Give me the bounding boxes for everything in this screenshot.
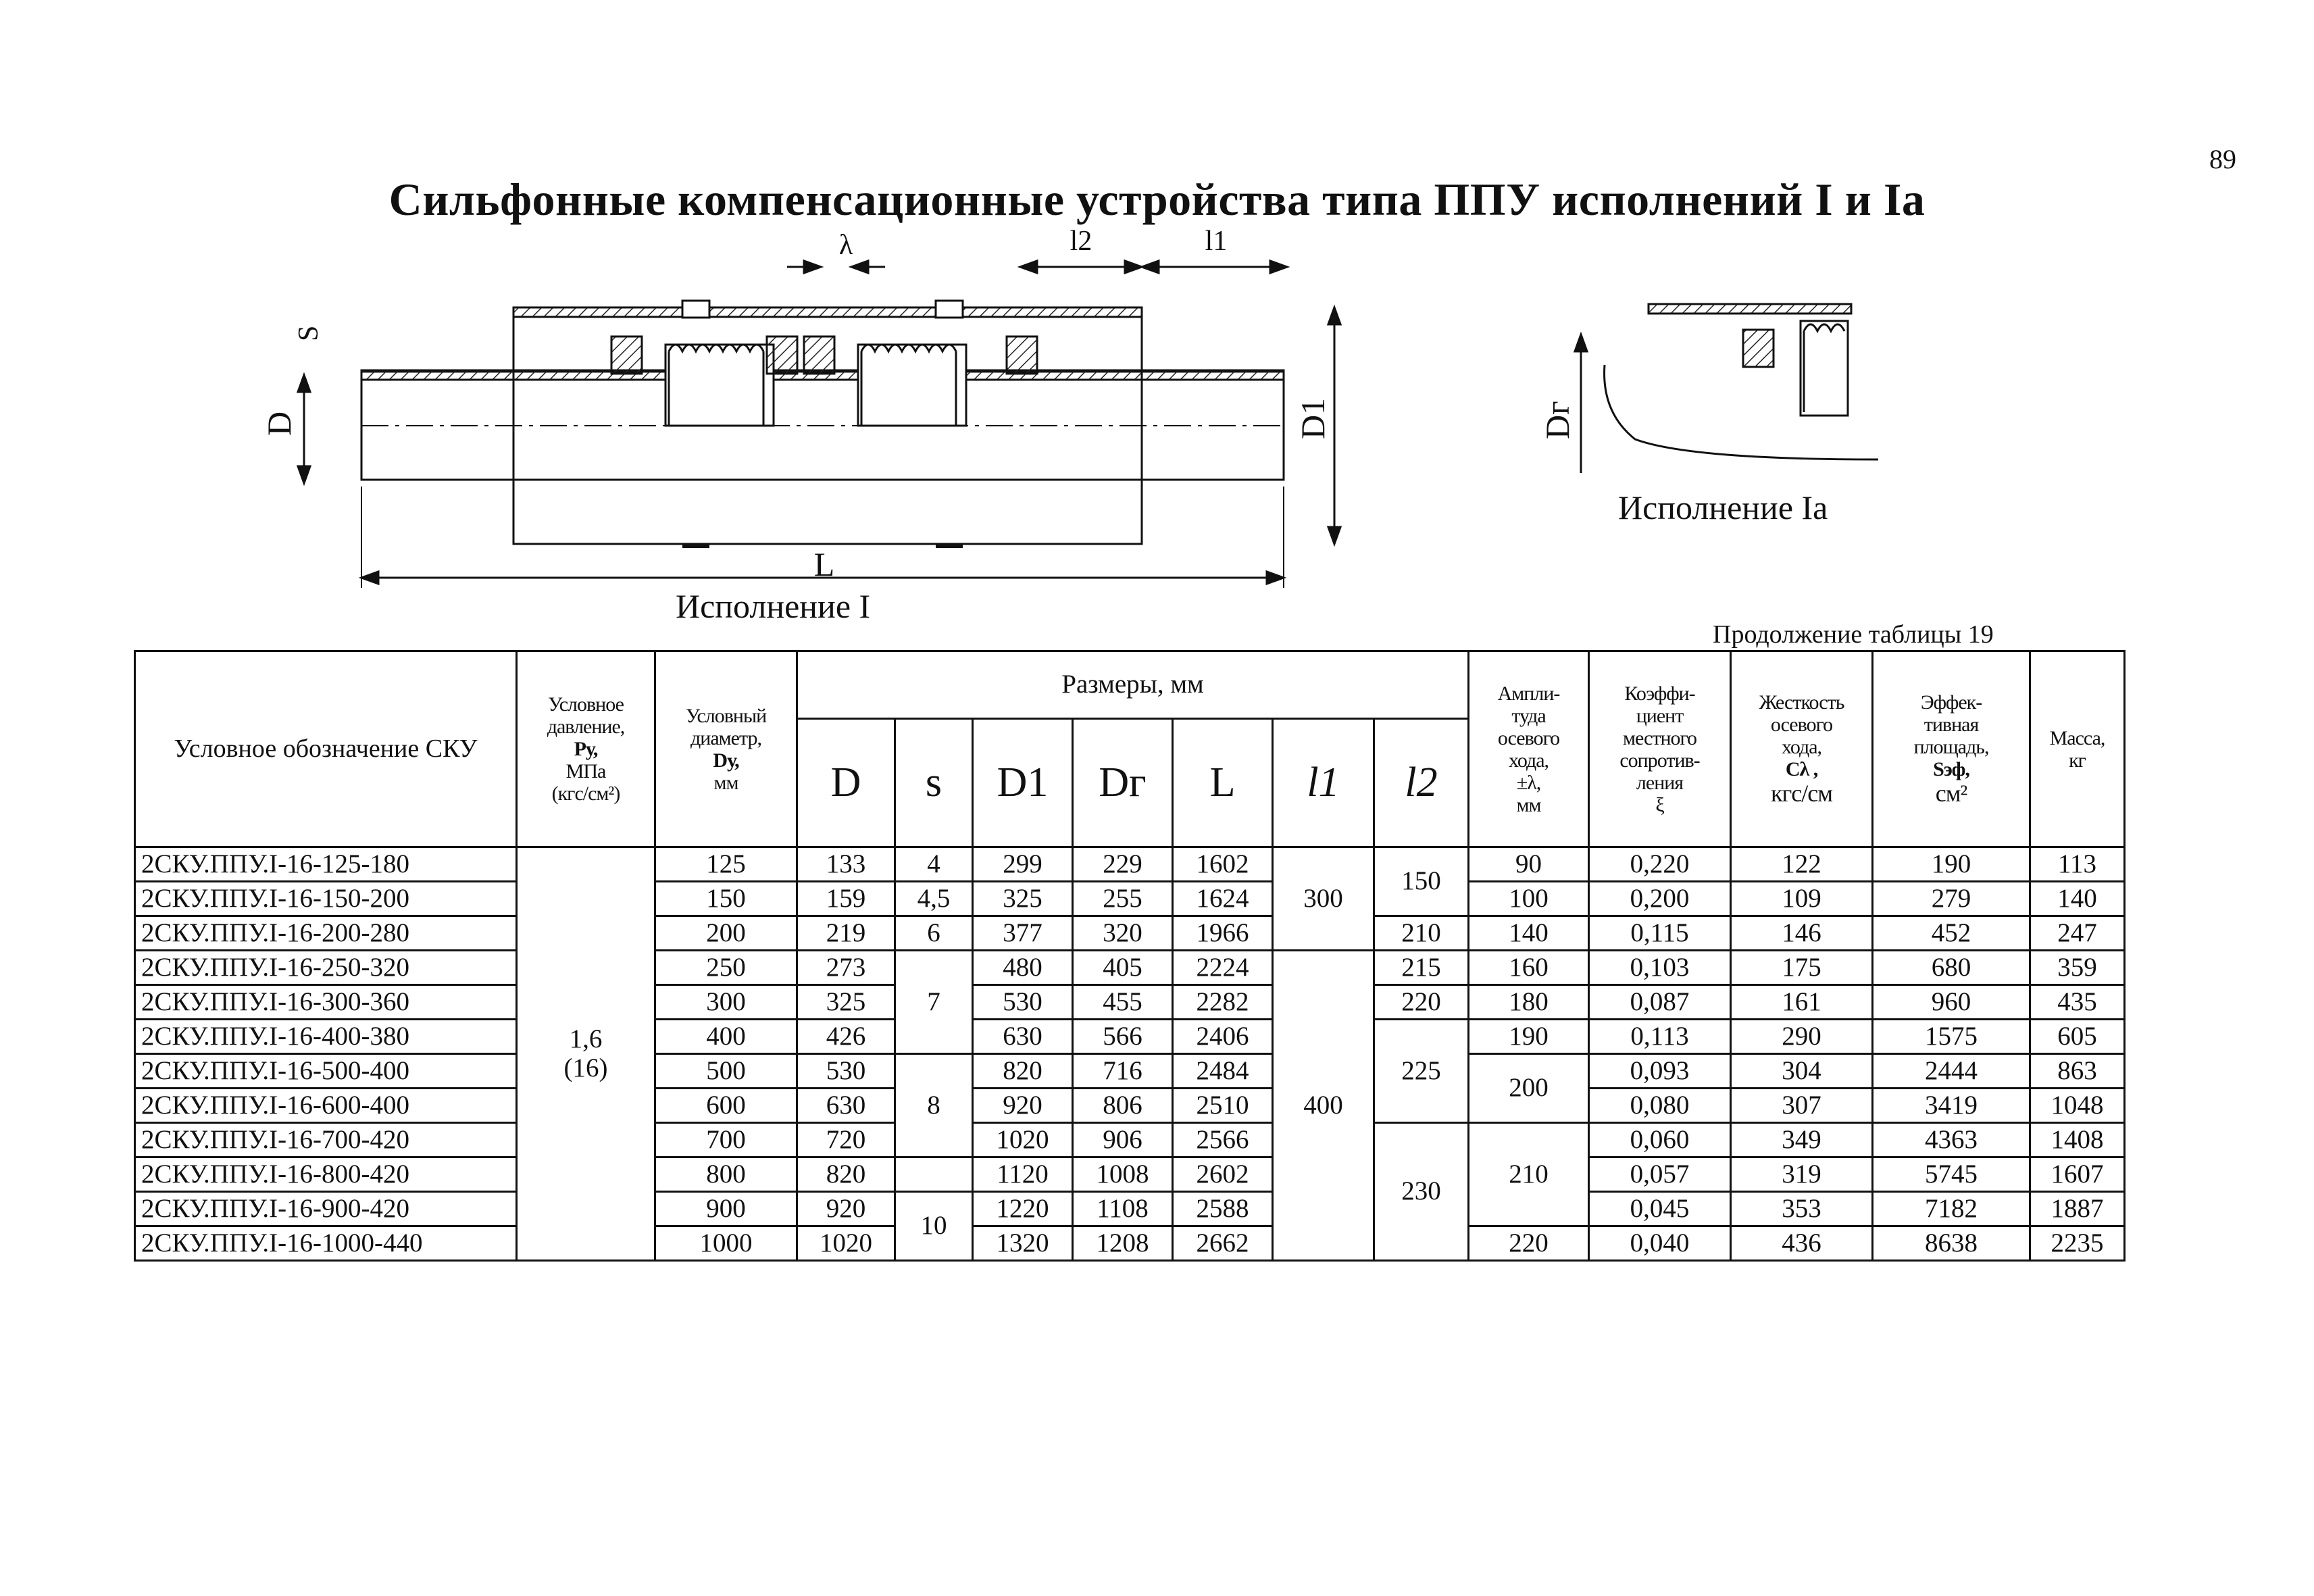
- cell-area: 680: [1873, 951, 2030, 985]
- cell-L: 1624: [1173, 882, 1273, 916]
- cell-area: 3419: [1873, 1089, 2030, 1123]
- cell-designation: 2СКУ.ППУ.I-16-500-400: [135, 1054, 517, 1089]
- cell-l1: 300: [1273, 847, 1374, 951]
- page-number: 89: [2209, 144, 2236, 174]
- cell-stiffness: 319: [1731, 1157, 1873, 1192]
- cell-D: 426: [797, 1020, 895, 1054]
- cell-amplitude: 210: [1469, 1123, 1589, 1226]
- label-lambda: λ: [838, 230, 853, 261]
- cell-D: 219: [797, 916, 895, 951]
- bellows-left: [611, 301, 797, 426]
- header-dim-l2: l2: [1374, 719, 1469, 847]
- cell-Dg: 1108: [1073, 1192, 1173, 1226]
- cell-amplitude: 180: [1469, 985, 1589, 1020]
- cell-mass: 1607: [2030, 1157, 2125, 1192]
- cell-D1: 480: [973, 951, 1073, 985]
- cell-s: 6: [895, 916, 973, 951]
- cell-l2: 220: [1374, 985, 1469, 1020]
- table-row: [135, 1226, 2125, 1261]
- cell-s: [895, 1157, 973, 1192]
- cell-area: 5745: [1873, 1157, 2030, 1192]
- cell-l1: 400: [1273, 951, 1374, 1261]
- cell-designation: 2СКУ.ППУ.I-16-800-420: [135, 1157, 517, 1192]
- cell-l2: 150: [1374, 847, 1469, 916]
- cell-Dg: 455: [1073, 985, 1173, 1020]
- cell-L: 2224: [1173, 951, 1273, 985]
- cell-area: 279: [1873, 882, 2030, 916]
- cell-stiffness: 353: [1731, 1192, 1873, 1226]
- cell-stiffness: 349: [1731, 1123, 1873, 1157]
- cell-Dg: 320: [1073, 916, 1173, 951]
- cell-D: 720: [797, 1123, 895, 1157]
- cell-L: 2484: [1173, 1054, 1273, 1089]
- table-row: [135, 1123, 2125, 1157]
- table-row: [135, 951, 2125, 985]
- cell-Dg: 566: [1073, 1020, 1173, 1054]
- cell-dy: 600: [655, 1089, 797, 1123]
- cell-D: 820: [797, 1157, 895, 1192]
- cell-mass: 863: [2030, 1054, 2125, 1089]
- cell-area: 2444: [1873, 1054, 2030, 1089]
- cell-dy: 125: [655, 847, 797, 882]
- cell-L: 2282: [1173, 985, 1273, 1020]
- cell-L: 2588: [1173, 1192, 1273, 1226]
- cell-mass: 605: [2030, 1020, 2125, 1054]
- cell-mass: 435: [2030, 985, 2125, 1020]
- cell-dy: 700: [655, 1123, 797, 1157]
- cell-designation: 2СКУ.ППУ.I-16-300-360: [135, 985, 517, 1020]
- cell-s: 7: [895, 951, 973, 1054]
- cell-coefficient: 0,040: [1589, 1226, 1731, 1261]
- cell-designation: 2СКУ.ППУ.I-16-700-420: [135, 1123, 517, 1157]
- bellows-right: [804, 301, 1037, 426]
- cell-stiffness: 307: [1731, 1089, 1873, 1123]
- cell-coefficient: 0,045: [1589, 1192, 1731, 1226]
- cell-coefficient: 0,057: [1589, 1157, 1731, 1192]
- label-D1: D1: [1294, 397, 1332, 439]
- cell-D1: 630: [973, 1020, 1073, 1054]
- cell-D: 325: [797, 985, 895, 1020]
- cell-s: 4,5: [895, 882, 973, 916]
- cell-dy: 500: [655, 1054, 797, 1089]
- cell-stiffness: 109: [1731, 882, 1873, 916]
- cell-mass: 1048: [2030, 1089, 2125, 1123]
- cell-Dg: 405: [1073, 951, 1173, 985]
- header-effective-area: Эффек- тивная площадь, Sэф, см²: [1873, 651, 2030, 847]
- header-coefficient: Коэффи- циент местного сопротив- ления ξ: [1589, 651, 1731, 847]
- cell-D: 133: [797, 847, 895, 882]
- caption-version-1a: Исполнение Ia: [1618, 489, 1828, 526]
- cell-L: 2566: [1173, 1123, 1273, 1157]
- cell-Dg: 1008: [1073, 1157, 1173, 1192]
- header-dim-D1: D1: [973, 719, 1073, 847]
- header-dim-s: s: [895, 719, 973, 847]
- table-row: [135, 1089, 2125, 1123]
- cell-D1: 1220: [973, 1192, 1073, 1226]
- label-s: S: [293, 325, 324, 341]
- header-dim-D: D: [797, 719, 895, 847]
- cell-designation: 2СКУ.ППУ.I-16-200-280: [135, 916, 517, 951]
- cell-L: 1966: [1173, 916, 1273, 951]
- cell-dy: 900: [655, 1192, 797, 1226]
- cell-amplitude: 100: [1469, 882, 1589, 916]
- cell-amplitude: 220: [1469, 1226, 1589, 1261]
- cell-pressure: 1,6 (16): [517, 847, 655, 1261]
- version-1-drawing: [298, 261, 1340, 588]
- cell-L: 2662: [1173, 1226, 1273, 1261]
- cell-stiffness: 290: [1731, 1020, 1873, 1054]
- cell-D: 630: [797, 1089, 895, 1123]
- cell-coefficient: 0,080: [1589, 1089, 1731, 1123]
- cell-D1: 325: [973, 882, 1073, 916]
- cell-coefficient: 0,200: [1589, 882, 1731, 916]
- label-l1: l1: [1205, 226, 1228, 257]
- cell-dy: 200: [655, 916, 797, 951]
- label-l2: l2: [1070, 226, 1092, 257]
- cell-D: 159: [797, 882, 895, 916]
- header-dim-l1: l1: [1273, 719, 1374, 847]
- label-Dg: Dг: [1538, 401, 1576, 439]
- cell-D1: 920: [973, 1089, 1073, 1123]
- cell-D1: 530: [973, 985, 1073, 1020]
- cell-L: 2602: [1173, 1157, 1273, 1192]
- cell-l2: 230: [1374, 1123, 1469, 1261]
- cell-Dg: 229: [1073, 847, 1173, 882]
- cell-coefficient: 0,087: [1589, 985, 1731, 1020]
- cell-amplitude: 160: [1469, 951, 1589, 985]
- cell-l2: 225: [1374, 1020, 1469, 1123]
- cell-coefficient: 0,060: [1589, 1123, 1731, 1157]
- table-row: [135, 882, 2125, 916]
- cell-dy: 400: [655, 1020, 797, 1054]
- cell-area: 452: [1873, 916, 2030, 951]
- label-D: D: [260, 411, 298, 436]
- table-row: [135, 1192, 2125, 1226]
- cell-L: 1602: [1173, 847, 1273, 882]
- cell-coefficient: 0,113: [1589, 1020, 1731, 1054]
- cell-D: 920: [797, 1192, 895, 1226]
- cell-l2: 215: [1374, 951, 1469, 985]
- cell-area: 1575: [1873, 1020, 2030, 1054]
- table-row: [135, 847, 2125, 882]
- header-mass: Масса, кг: [2030, 651, 2125, 847]
- caption-version-1: Исполнение I: [676, 587, 871, 625]
- table-continuation-label: Продолжение таблицы 19: [1713, 620, 1994, 649]
- cell-D1: 299: [973, 847, 1073, 882]
- cell-Dg: 1208: [1073, 1226, 1173, 1261]
- cell-area: 960: [1873, 985, 2030, 1020]
- cell-coefficient: 0,220: [1589, 847, 1731, 882]
- header-pressure: Условное давление, Pу, МПа (кгс/см²): [517, 651, 655, 847]
- cell-amplitude: 200: [1469, 1054, 1589, 1123]
- table-row: [135, 1020, 2125, 1054]
- header-diameter: Условный диаметр, Dу, мм: [655, 651, 797, 847]
- cell-mass: 113: [2030, 847, 2125, 882]
- cell-coefficient: 0,115: [1589, 916, 1731, 951]
- cell-stiffness: 436: [1731, 1226, 1873, 1261]
- cell-D1: 1020: [973, 1123, 1073, 1157]
- cell-designation: 2СКУ.ППУ.I-16-400-380: [135, 1020, 517, 1054]
- label-L: L: [813, 545, 835, 583]
- cell-coefficient: 0,093: [1589, 1054, 1731, 1089]
- cell-dy: 300: [655, 985, 797, 1020]
- cell-Dg: 906: [1073, 1123, 1173, 1157]
- cell-dy: 800: [655, 1157, 797, 1192]
- cell-mass: 247: [2030, 916, 2125, 951]
- specification-table: [134, 650, 2126, 1262]
- cell-stiffness: 146: [1731, 916, 1873, 951]
- header-dim-Dg: Dг: [1073, 719, 1173, 847]
- cell-s: 10: [895, 1192, 973, 1261]
- cell-designation: 2СКУ.ППУ.I-16-900-420: [135, 1192, 517, 1226]
- cell-designation: 2СКУ.ППУ.I-16-1000-440: [135, 1226, 517, 1261]
- cell-D: 1020: [797, 1226, 895, 1261]
- table-row: [135, 1157, 2125, 1192]
- cell-dy: 1000: [655, 1226, 797, 1261]
- cell-mass: 1408: [2030, 1123, 2125, 1157]
- cell-dy: 150: [655, 882, 797, 916]
- cell-s: 8: [895, 1054, 973, 1157]
- cell-L: 2510: [1173, 1089, 1273, 1123]
- technical-drawing: [0, 0, 2314, 649]
- cell-D1: 1120: [973, 1157, 1073, 1192]
- cell-Dg: 806: [1073, 1089, 1173, 1123]
- cell-l2: 210: [1374, 916, 1469, 951]
- cell-mass: 140: [2030, 882, 2125, 916]
- cell-D1: 377: [973, 916, 1073, 951]
- cell-designation: 2СКУ.ППУ.I-16-150-200: [135, 882, 517, 916]
- cell-designation: 2СКУ.ППУ.I-16-250-320: [135, 951, 517, 985]
- cell-amplitude: 90: [1469, 847, 1589, 882]
- cell-stiffness: 304: [1731, 1054, 1873, 1089]
- cell-stiffness: 161: [1731, 985, 1873, 1020]
- cell-dy: 250: [655, 951, 797, 985]
- cell-coefficient: 0,103: [1589, 951, 1731, 985]
- cell-mass: 359: [2030, 951, 2125, 985]
- cell-area: 8638: [1873, 1226, 2030, 1261]
- table-row: [135, 985, 2125, 1020]
- cell-area: 7182: [1873, 1192, 2030, 1226]
- cell-D1: 820: [973, 1054, 1073, 1089]
- cell-designation: 2СКУ.ППУ.I-16-125-180: [135, 847, 517, 882]
- cell-D: 530: [797, 1054, 895, 1089]
- cell-s: 4: [895, 847, 973, 882]
- cell-designation: 2СКУ.ППУ.I-16-600-400: [135, 1089, 517, 1123]
- table-row: [135, 916, 2125, 951]
- table-row: [135, 1054, 2125, 1089]
- header-stiffness: Жесткость осевого хода, Cλ , кгс/см: [1731, 651, 1873, 847]
- cell-D1: 1320: [973, 1226, 1073, 1261]
- header-designation: Условное обозначение СКУ: [135, 651, 517, 847]
- cell-area: 190: [1873, 847, 2030, 882]
- page-title: Сильфонные компенсационные устройства типа ППУ исполнений I и Ia: [388, 174, 1926, 225]
- cell-mass: 1887: [2030, 1192, 2125, 1226]
- cell-Dg: 255: [1073, 882, 1173, 916]
- cell-amplitude: 190: [1469, 1020, 1589, 1054]
- header-amplitude: Ампли- туда осевого хода, ±λ, мм: [1469, 651, 1589, 847]
- cell-stiffness: 175: [1731, 951, 1873, 985]
- cell-amplitude: 140: [1469, 916, 1589, 951]
- cell-area: 4363: [1873, 1123, 2030, 1157]
- cell-Dg: 716: [1073, 1054, 1173, 1089]
- header-dim-L: L: [1173, 719, 1273, 847]
- cell-L: 2406: [1173, 1020, 1273, 1054]
- header-dimensions: Размеры, мм: [797, 651, 1469, 719]
- cell-stiffness: 122: [1731, 847, 1873, 882]
- cell-D: 273: [797, 951, 895, 985]
- cell-mass: 2235: [2030, 1226, 2125, 1261]
- version-1a-drawing: [1575, 304, 1878, 473]
